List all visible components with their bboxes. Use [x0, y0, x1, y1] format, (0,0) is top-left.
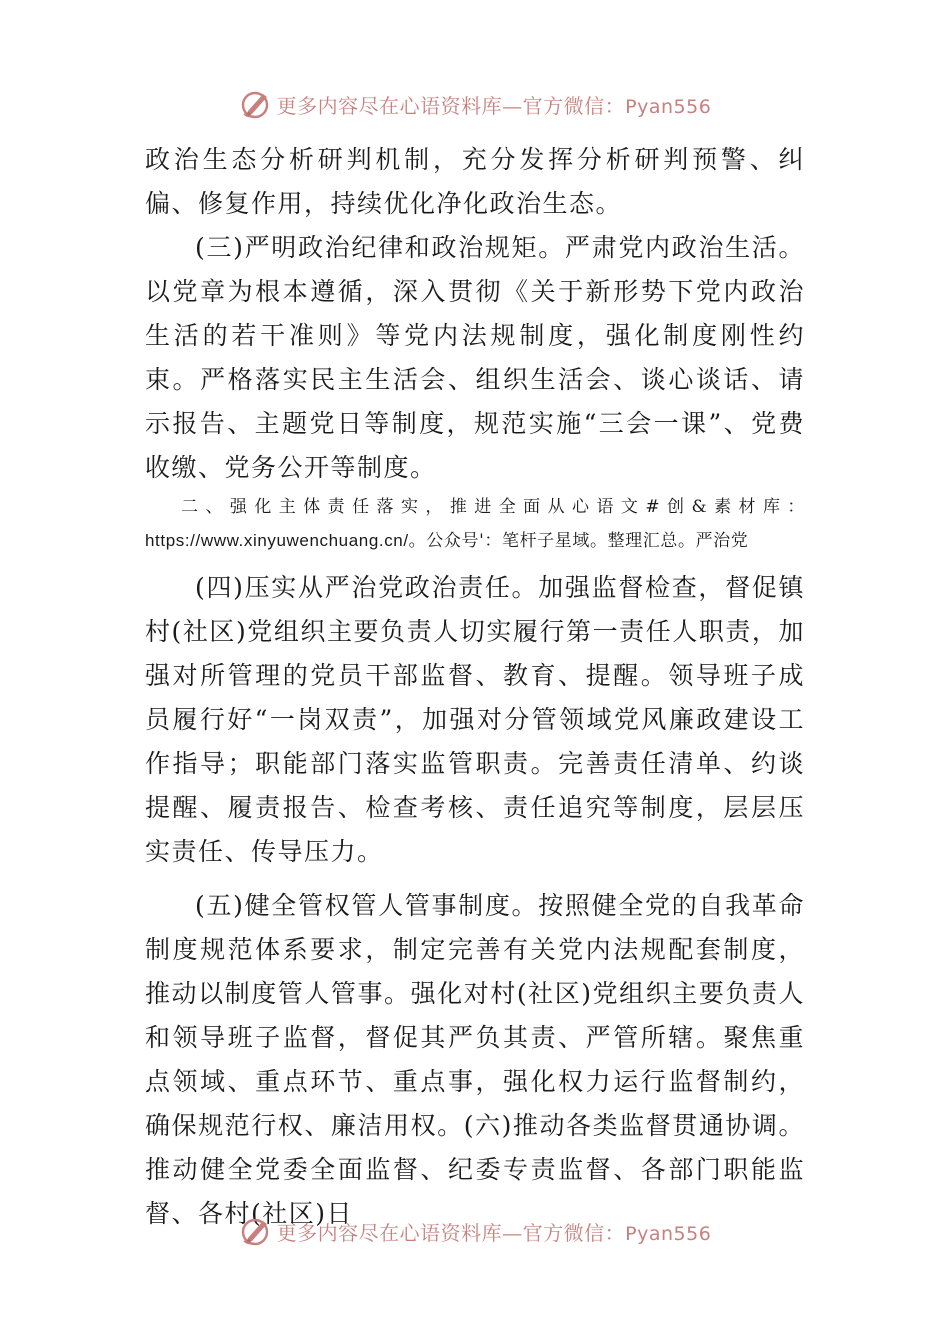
paragraph-5: (五)健全管权管人管事制度。按照健全党的自我革命制度规范体系要求，制定完善有关党内法规配套制度，推动以制度管人管事。强化对村(社区)党组织主要负责人和领导班子监督，督促其严负其责、严管所辖。聚焦重点领域、重点环节、重点事，强化权力运行监督制约，确保规范行权、廉洁用权。(六)推动各类监督贯通协调。推动健全党委全面监督、纪委专责监督、各部门职能监督、各村(社区)日 [145, 891, 805, 1228]
footer-banner-text: 更多内容尽在心语资料库—官方微信：Pyan556 [276, 1220, 712, 1245]
footer-banner [0, 1211, 950, 1251]
paragraph-2: (三)严明政治纪律和政治规矩。严肃党内政治生活。以党章为根本遵循，深入贯彻《关于新形势下党内政治生活的若干准则》等党内法规制度，强化制度刚性约束。严格落实民主生活会、组织生活会、谈心谈话、请示报告、主题党日等制度，规范实施“三会一课”、党费收缴、党务公开等制度。 [145, 233, 805, 482]
header-banner-text: 更多内容尽在心语资料库—官方微信：Pyan556 [276, 93, 712, 118]
pen-logo-icon [239, 87, 273, 121]
pen-logo-icon [239, 1214, 273, 1248]
heading-prefix: 二、强化主体责任落实，推进全面从心语文#创&素材库： [181, 497, 805, 517]
paragraph-1: 政治生态分析研判机制，充分发挥分析研判预警、纠偏、修复作用，持续优化净化政治生态。 [145, 145, 805, 218]
document-body [145, 138, 805, 1236]
paragraph-4: (四)压实从严治党政治责任。加强监督检查，督促镇村(社区)党组织主要负责人切实履行第一责任人职责，加强对所管理的党员干部监督、教育、提醒。领导班子成员履行好“一岗双责”，加强对分管领域党风廉政建设工作指导；职能部门落实监管职责。完善责任清单、约谈提醒、履责报告、检查考核、责任追究等制度，层层压实责任、传导压力。 [145, 573, 805, 866]
heading-suffix: 公众号'：笔杆子星域。整理汇总。严治党 [426, 531, 749, 551]
header-banner [0, 84, 950, 124]
section-heading-2 [145, 491, 805, 558]
heading-url: https://www.xinyuwenchuang.cn/。 [145, 531, 427, 550]
footer-wechat-id: Pyan556 [625, 1222, 712, 1245]
header-wechat-id: Pyan556 [625, 95, 712, 118]
